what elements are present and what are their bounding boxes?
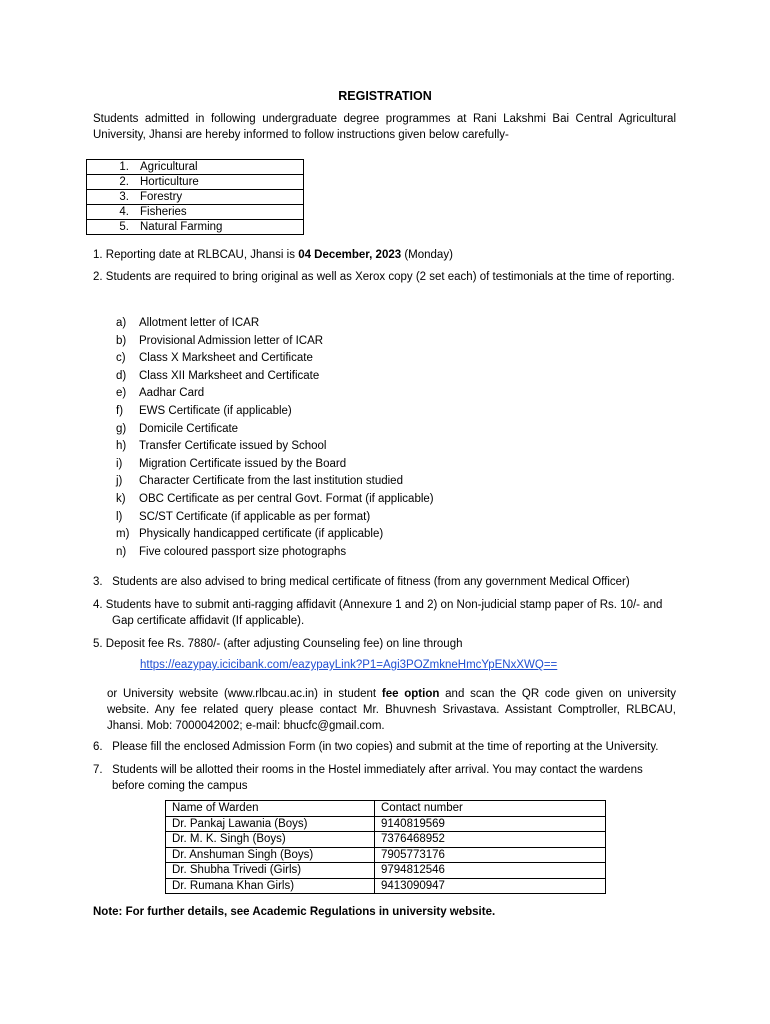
list-item — [93, 526, 434, 544]
list-item — [93, 491, 434, 509]
programme-number: 2. — [87, 175, 141, 190]
list-item — [93, 456, 434, 474]
list-item-text: Provisional Admission letter of ICAR — [139, 334, 324, 347]
list-item-label: c) — [116, 352, 126, 365]
programmes-table — [86, 159, 304, 235]
reporting-day: (Monday) — [401, 249, 453, 261]
warden-name: Dr. M. K. Singh (Boys) — [166, 832, 375, 848]
list-item-label: b) — [116, 334, 127, 347]
list-item-text: Physically handicapped certificate (if applicable) — [139, 528, 384, 541]
warden-contact: 9413090947 — [375, 878, 606, 894]
university-website-paragraph — [107, 686, 676, 734]
table-row — [166, 832, 606, 848]
table-row — [87, 175, 304, 190]
website-text-prefix: or University website (www.rlbcau.ac.in) in student — [107, 688, 382, 700]
column-header: Name of Warden — [166, 801, 375, 817]
list-item-text: Class X Marksheet and Certificate — [139, 352, 313, 365]
warden-name: Dr. Anshuman Singh (Boys) — [166, 847, 375, 863]
hostel-line-1: 7. Students will be allotted their rooms in the Hostel immediately after arrival. You may contact the wardens — [93, 764, 643, 776]
hostel-line-2: before coming the campus — [112, 780, 248, 792]
warden-name: Dr. Shubha Trivedi (Girls) — [166, 863, 375, 879]
list-item-text: OBC Certificate as per central Govt. Format (if applicable) — [139, 492, 434, 505]
list-item-label: g) — [116, 422, 127, 435]
list-item-text: Aadhar Card — [139, 387, 205, 400]
reporting-date-prefix: 1. Reporting date at RLBCAU, Jhansi is — [93, 249, 299, 261]
list-item — [93, 385, 434, 403]
list-item-label: d) — [116, 369, 127, 382]
testimonials-paragraph: 2. Students are required to bring original as well as Xerox copy (2 set each) of testimonials at the time of reporting. — [93, 271, 675, 283]
list-item-label: k) — [116, 492, 126, 505]
list-item — [93, 473, 434, 491]
programme-number: 1. — [87, 160, 141, 175]
programme-name: Agricultural — [140, 160, 304, 175]
table-row — [87, 190, 304, 205]
list-item-text: EWS Certificate (if applicable) — [139, 404, 292, 417]
list-item-label: i) — [116, 457, 123, 470]
warden-contact: 9794812546 — [375, 863, 606, 879]
programme-name: Fisheries — [140, 205, 304, 220]
list-item — [93, 315, 434, 333]
table-row — [166, 816, 606, 832]
list-item-text: Transfer Certificate issued by School — [139, 440, 327, 453]
anti-ragging-paragraph — [93, 597, 676, 629]
table-header-row — [166, 801, 606, 817]
reporting-date: 04 December, 2023 — [298, 249, 402, 261]
list-item-label: a) — [116, 317, 127, 329]
warden-contact: 9140819569 — [375, 816, 606, 832]
anti-ragging-line-1: 4. Students have to submit anti-ragging affidavit (Annexure 1 and 2) on Non-judicial stamp paper of Rs. 10/- and — [93, 599, 663, 611]
programme-number: 5. — [87, 220, 141, 235]
table-row — [87, 220, 304, 235]
list-item — [93, 368, 434, 386]
list-item-text: Five coloured passport size photographs — [139, 545, 347, 558]
page-title: REGISTRATION — [338, 89, 432, 103]
footer-note: Note: For further details, see Academic Regulations in university website. — [93, 906, 496, 918]
table-row — [166, 847, 606, 863]
admission-form-paragraph: 6. Please fill the enclosed Admission Form (in two copies) and submit at the time of reporting at the University. — [93, 741, 659, 753]
programme-number: 4. — [87, 205, 141, 220]
list-item-label: j) — [116, 475, 123, 488]
list-item-text: Domicile Certificate — [139, 422, 239, 435]
list-item-text: SC/ST Certificate (if applicable as per format) — [139, 510, 371, 523]
warden-name: Dr. Rumana Khan Girls) — [166, 878, 375, 894]
list-item — [93, 403, 434, 421]
list-item-text: Allotment letter of ICAR — [139, 317, 260, 329]
list-item — [93, 350, 434, 368]
list-item-text: Migration Certificate issued by the Board — [139, 457, 347, 470]
warden-contact: 7376468952 — [375, 832, 606, 848]
programme-name: Horticulture — [140, 175, 304, 190]
reporting-date-paragraph — [93, 247, 676, 263]
list-item-label: e) — [116, 387, 127, 400]
list-item-label: h) — [116, 440, 127, 453]
list-item — [93, 438, 434, 456]
table-row — [166, 863, 606, 879]
table-row — [87, 160, 304, 175]
programme-name: Forestry — [140, 190, 304, 205]
list-item-label: l) — [116, 510, 123, 523]
table-row — [87, 205, 304, 220]
wardens-table — [165, 800, 606, 894]
documents-list — [93, 315, 434, 561]
table-row — [166, 878, 606, 894]
list-item — [93, 544, 434, 562]
medical-certificate-paragraph: 3. Students are also advised to bring medical certificate of fitness (from any government Medical Officer) — [93, 576, 630, 588]
list-item-label: n) — [116, 545, 127, 558]
list-item-text: Class XII Marksheet and Certificate — [139, 369, 320, 382]
fee-option-text: fee option — [381, 688, 440, 700]
list-item — [93, 509, 434, 527]
warden-name: Dr. Pankaj Lawania (Boys) — [166, 816, 375, 832]
list-item — [93, 421, 434, 439]
programme-name: Natural Farming — [140, 220, 304, 235]
fee-deposit-paragraph: 5. Deposit fee Rs. 7880/- (after adjusting Counseling fee) on line through — [93, 638, 463, 650]
list-item-label: m) — [116, 528, 130, 541]
website-text-suffix: and scan the QR code given on university website. Any fee related query please contact Mr. Bhuvnesh Srivastava. Assistant Comptroller, RLBCAU, Jhansi. Mob: 7000042002; e-mail: bhucfc@gmail.com. — [107, 688, 676, 732]
programme-number: 3. — [87, 190, 141, 205]
list-item-text: Character Certificate from the last institution studied — [139, 475, 403, 488]
list-item — [93, 333, 434, 351]
warden-contact: 7905773176 — [375, 847, 606, 863]
payment-link[interactable]: https://eazypay.icicibank.com/eazypayLink?P1=Agi3POZmkneHmcYpENxXWQ== — [140, 659, 558, 671]
list-item-label: f) — [116, 404, 124, 417]
hostel-paragraph — [93, 762, 676, 794]
intro-paragraph: Students admitted in following undergraduate degree programmes at Rani Lakshmi Bai Central Agricultural University, Jhansi are hereby informed to follow instructions given below carefully- — [93, 113, 676, 141]
column-header: Contact number — [375, 801, 606, 817]
anti-ragging-line-2: Gap certificate affidavit (If applicable). — [112, 615, 305, 627]
